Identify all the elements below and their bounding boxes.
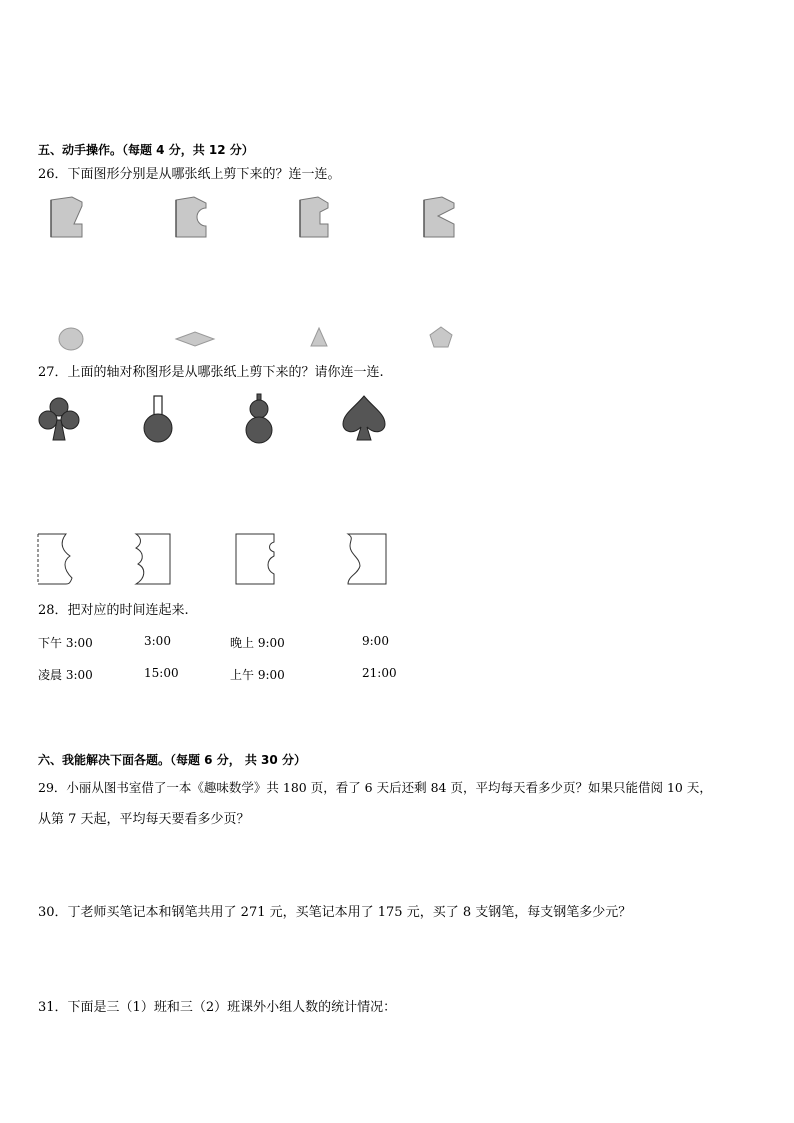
section6-heading: 六、我能解决下面各题。（每题 6 分， 共 30 分） — [38, 753, 306, 767]
folded-paper-square-notch-icon — [296, 194, 336, 240]
question-28: 28．把对应的时间连起来. — [38, 603, 189, 618]
time-label: 21:00 — [362, 666, 397, 680]
folded-paper-semicircle-icon — [172, 194, 212, 240]
section5-heading: 五、动手操作。（每题 4 分，共 12 分） — [38, 143, 254, 157]
question-29-line2: 从第 7 天起，平均每天要看多少页？ — [38, 812, 250, 827]
question-31: 31．下面是三（1）班和三（2）班课外小组人数的统计情况： — [38, 1000, 397, 1015]
spade-icon — [340, 394, 388, 444]
pentagon-icon — [428, 325, 454, 349]
folded-paper-outline-3-icon — [234, 530, 282, 588]
folded-paper-notch-icon — [48, 194, 84, 240]
folded-paper-outline-1-icon — [36, 530, 80, 588]
racket-icon — [140, 394, 176, 446]
folded-paper-outline-4-icon — [340, 530, 390, 588]
time-label: 15:00 — [144, 666, 179, 680]
diamond-icon — [174, 330, 216, 348]
club-icon — [37, 396, 81, 444]
triangle-icon — [308, 326, 330, 348]
question-26: 26．下面图形分别是从哪张纸上剪下来的？连一连。 — [38, 167, 341, 182]
time-label: 3:00 — [144, 634, 171, 648]
question-30: 30．丁老师买笔记本和钢笔共用了 271 元，买笔记本用了 175 元，买了 8 支钢笔，每支钢笔多少元？ — [38, 905, 632, 920]
folded-paper-outline-2-icon — [128, 530, 176, 588]
time-label: 凌晨 3:00 — [38, 668, 93, 682]
time-label: 下午 3:00 — [38, 636, 93, 650]
question-29-line1: 29．小丽从图书室借了一本《趣味数学》共 180 页，看了 6 天后还剩 84 页，平均每天看多少页？如果只能借阅 10 天， — [38, 780, 712, 795]
gourd-icon — [242, 392, 276, 446]
question-27: 27．上面的轴对称图形是从哪张纸上剪下来的？请你连一连. — [38, 365, 384, 380]
circle-icon — [56, 326, 86, 352]
folded-paper-triangle-icon — [420, 194, 460, 240]
time-label: 上午 9:00 — [230, 668, 285, 682]
time-label: 9:00 — [362, 634, 389, 648]
time-label: 晚上 9:00 — [230, 636, 285, 650]
